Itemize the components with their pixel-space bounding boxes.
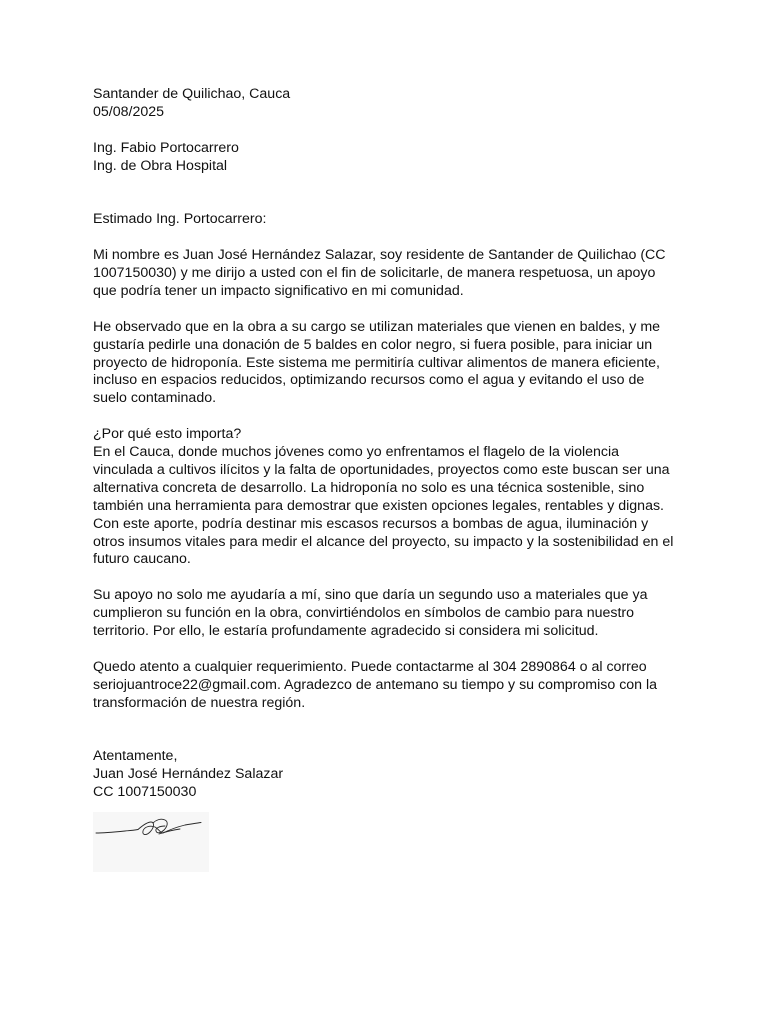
paragraph-line: territorio. Por ello, le estaría profundamente agradecido si considera mi solicitud. (93, 623, 599, 640)
recipient-block (93, 140, 683, 176)
paragraph-line: En el Cauca, donde muchos jóvenes como yo enfrentamos el flagelo de la violencia (93, 444, 620, 461)
paragraph-support (93, 587, 683, 641)
paragraph-line: que podría tener un impacto significativo en mi comunidad. (93, 282, 464, 299)
recipient-title: Ing. de Obra Hospital (93, 157, 228, 174)
recipient-name: Ing. Fabio Portocarrero (93, 139, 239, 156)
handwritten-signature (93, 812, 209, 872)
paragraph-line: 1007150030) y me dirijo a usted con el fin de solicitarle, de manera respetuosa, un apoyo (93, 265, 656, 282)
paragraph-line: incluso en espacios reducidos, optimizando recursos como el agua y evitando el uso de (93, 372, 645, 389)
paragraph-line: proyecto de hidroponía. Este sistema me permitiría cultivar alimentos de manera eficiente, (93, 354, 660, 371)
closing-block (93, 748, 683, 802)
paragraph-line: seriojuantroce22@gmail.com. Agradezco de antemano su tiempo y su compromiso con la (93, 676, 658, 693)
paragraph-line: alternativa concreta de desarrollo. La hidroponía no solo es una técnica sostenible, sino (93, 479, 645, 496)
signature-icon (93, 812, 209, 872)
letter-date: 05/08/2025 (93, 103, 165, 120)
paragraph-request (93, 319, 683, 409)
paragraph-line: transformación de nuestra región. (93, 694, 306, 711)
sender-id: CC 1007150030 (93, 784, 197, 801)
paragraph-line: Mi nombre es Juan José Hernández Salazar, soy residente de Santander de Quilichao (CC (93, 247, 666, 264)
paragraph-intro (93, 247, 683, 301)
paragraph-line: vinculada a cultivos ilícitos y la falta de oportunidades, proyectos como este buscan ser una (93, 461, 670, 478)
paragraph-line: otros insumos vitales para medir el alcance del proyecto, su impacto y la sostenibilidad en el (93, 533, 674, 550)
paragraph-line: suelo contaminado. (93, 390, 217, 407)
paragraph-line: Con este aporte, podría destinar mis escasos recursos a bombas de agua, iluminación y (93, 515, 649, 532)
paragraph-line: Quedo atento a cualquier requerimiento. Puede contactarme al 304 2890864 o al correo (93, 658, 647, 675)
paragraph-line: gustaría pedirle una donación de 5 baldes en color negro, si fuera posible, para iniciar un (93, 336, 653, 353)
paragraph-line: cumplieron su función en la obra, convirtiéndolos en símbolos de cambio para nuestro (93, 605, 635, 622)
paragraph-line: también una herramienta para demostrar que existen opciones legales, rentables y dignas. (93, 497, 664, 514)
paragraph-line: He observado que en la obra a su cargo se utilizan materiales que vienen en baldes, y me (93, 318, 661, 335)
paragraph-line: Su apoyo no solo me ayudaría a mí, sino que daría un segundo uso a materiales que ya (93, 587, 648, 604)
sender-name: Juan José Hernández Salazar (93, 766, 284, 783)
salutation: Estimado Ing. Portocarrero: (93, 211, 267, 228)
closing: Atentamente, (93, 748, 178, 765)
salutation-block (93, 211, 683, 229)
section-question: ¿Por qué esto importa? (93, 426, 242, 443)
paragraph-importance (93, 426, 683, 569)
place-line: Santander de Quilichao, Cauca (93, 86, 291, 102)
paragraph-line: futuro caucano. (93, 551, 191, 568)
paragraph-contact (93, 659, 683, 713)
letter-body (93, 86, 683, 802)
